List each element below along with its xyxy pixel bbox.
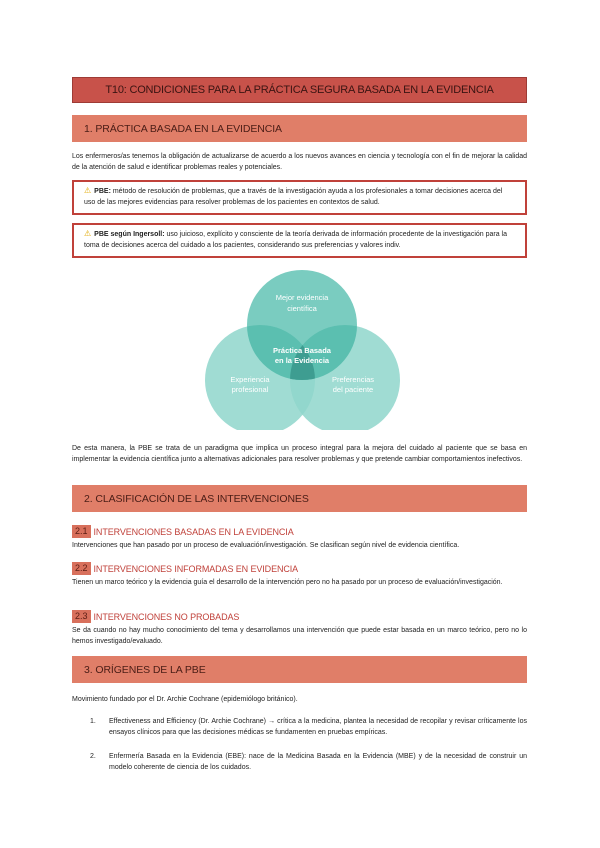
venn-label-experience-1: Experiencia — [230, 375, 270, 384]
venn-label-center-1: Práctica Basada — [273, 346, 331, 355]
document-title-bar — [72, 77, 527, 103]
subsection-2-3-text: Se da cuando no hay mucho conocimiento del tema y desarrollamos una intervención que puede estar basada en un marco teórico, pero no lo hemos investigado/evaluado. — [72, 627, 527, 645]
section-1-header — [72, 115, 527, 142]
subsection-title: INTERVENCIONES BASADAS EN LA EVIDENCIA — [93, 526, 294, 537]
definition-text: uso juicioso, explícito y consciente de la teoría derivada de información procedente de la investigación para la toma de decisiones acerca del cuidado a los pacientes, considerando sus preferencias y valores indiv. — [84, 231, 508, 249]
section-1-conclusion: De esta manera, la PBE se trata de un paradigma que implica un proceso integral para la mejora del cuidado al paciente que se basa en implementar la evidencia científica junto a alternativas adicionales para resolver problemas y que pretende cambiar comportamientos inefectivos. — [72, 445, 527, 463]
list-item-number: 1. — [90, 718, 96, 725]
venn-diagram — [200, 270, 405, 430]
venn-label-preferences-2: del paciente — [332, 385, 374, 394]
subsection-2-2-text: Tienen un marco teórico y la evidencia guía el desarrollo de la intervención pero no ha pasado por un proceso de evaluación/investigación. — [72, 579, 503, 586]
subsection-2-1-text: Intervenciones que han pasado por un proceso de evaluación/investigación. Se clasifican según nivel de evidencia científica. — [72, 542, 460, 549]
definition-label: PBE: — [94, 188, 111, 195]
section-3-intro: Movimiento fundado por el Dr. Archie Cochrane (epidemiólogo británico). — [72, 696, 298, 703]
document-title: T10: CONDICIONES PARA LA PRÁCTICA SEGURA BASADA EN LA EVIDENCIA — [105, 84, 494, 96]
section-2-header — [72, 485, 527, 512]
venn-label-evidence-2: científica — [287, 304, 317, 313]
section-3-header — [72, 656, 527, 683]
origins-list — [90, 716, 527, 773]
subsection-title: INTERVENCIONES NO PROBADAS — [93, 611, 240, 622]
subsection-2-2-heading — [72, 562, 298, 575]
subsection-number: 2.3 — [72, 610, 91, 623]
section-3-title: 3. ORÍGENES DE LA PBE — [84, 663, 206, 676]
warning-icon: ⚠ — [84, 229, 92, 238]
definition-box-ingersoll — [72, 223, 527, 258]
section-2-title: 2. CLASIFICACIÓN DE LAS INTERVENCIONES — [84, 492, 309, 505]
definition-label: PBE según Ingersoll: — [94, 231, 165, 238]
venn-label-preferences-1: Preferencias — [331, 375, 375, 384]
subsection-number: 2.2 — [72, 562, 91, 575]
venn-label-experience-2: profesional — [231, 385, 269, 394]
list-item-number: 2. — [90, 753, 96, 760]
venn-label-center-2: en la Evidencia — [274, 356, 330, 365]
list-item — [90, 751, 527, 773]
list-item-text: Enfermería Basada en la Evidencia (EBE): nace de la Medicina Basada en la Evidencia (MBE) y de la necesidad de construir un modelo coherente de ciencia de los cuidados. — [109, 753, 527, 771]
warning-icon: ⚠ — [84, 186, 92, 195]
list-item — [90, 716, 527, 738]
subsection-2-3-heading — [72, 610, 239, 623]
subsection-number: 2.1 — [72, 525, 91, 538]
subsection-title: INTERVENCIONES INFORMADAS EN EVIDENCIA — [93, 563, 299, 574]
subsection-2-1-heading — [72, 525, 294, 538]
definition-text: método de resolución de problemas, que a través de la investigación ayuda a los profesionales a tomar decisiones acerca del uso de las mejores evidencias para resolver problemas de los pacientes en contextos de salud. — [84, 188, 503, 206]
venn-label-evidence-1: Mejor evidencia — [275, 293, 329, 302]
section-1-title: 1. PRÁCTICA BASADA EN LA EVIDENCIA — [84, 122, 282, 135]
section-1-intro: Los enfermeros/as tenemos la obligación de actualizarse de acuerdo a los nuevos avances en ciencia y tecnología con el fin de mejorar la calidad de la atención de salud e identificar problemas reales y potenciales. — [72, 153, 527, 171]
list-item-text: Effectiveness and Efficiency (Dr. Archie Cochrane) → crítica a la medicina, plantea la necesidad de recopilar y revisar críticamente los ensayos clínicos para que las decisiones médicas se fundamenten en pruebas empíricas. — [109, 718, 527, 736]
definition-box-pbe — [72, 180, 527, 215]
